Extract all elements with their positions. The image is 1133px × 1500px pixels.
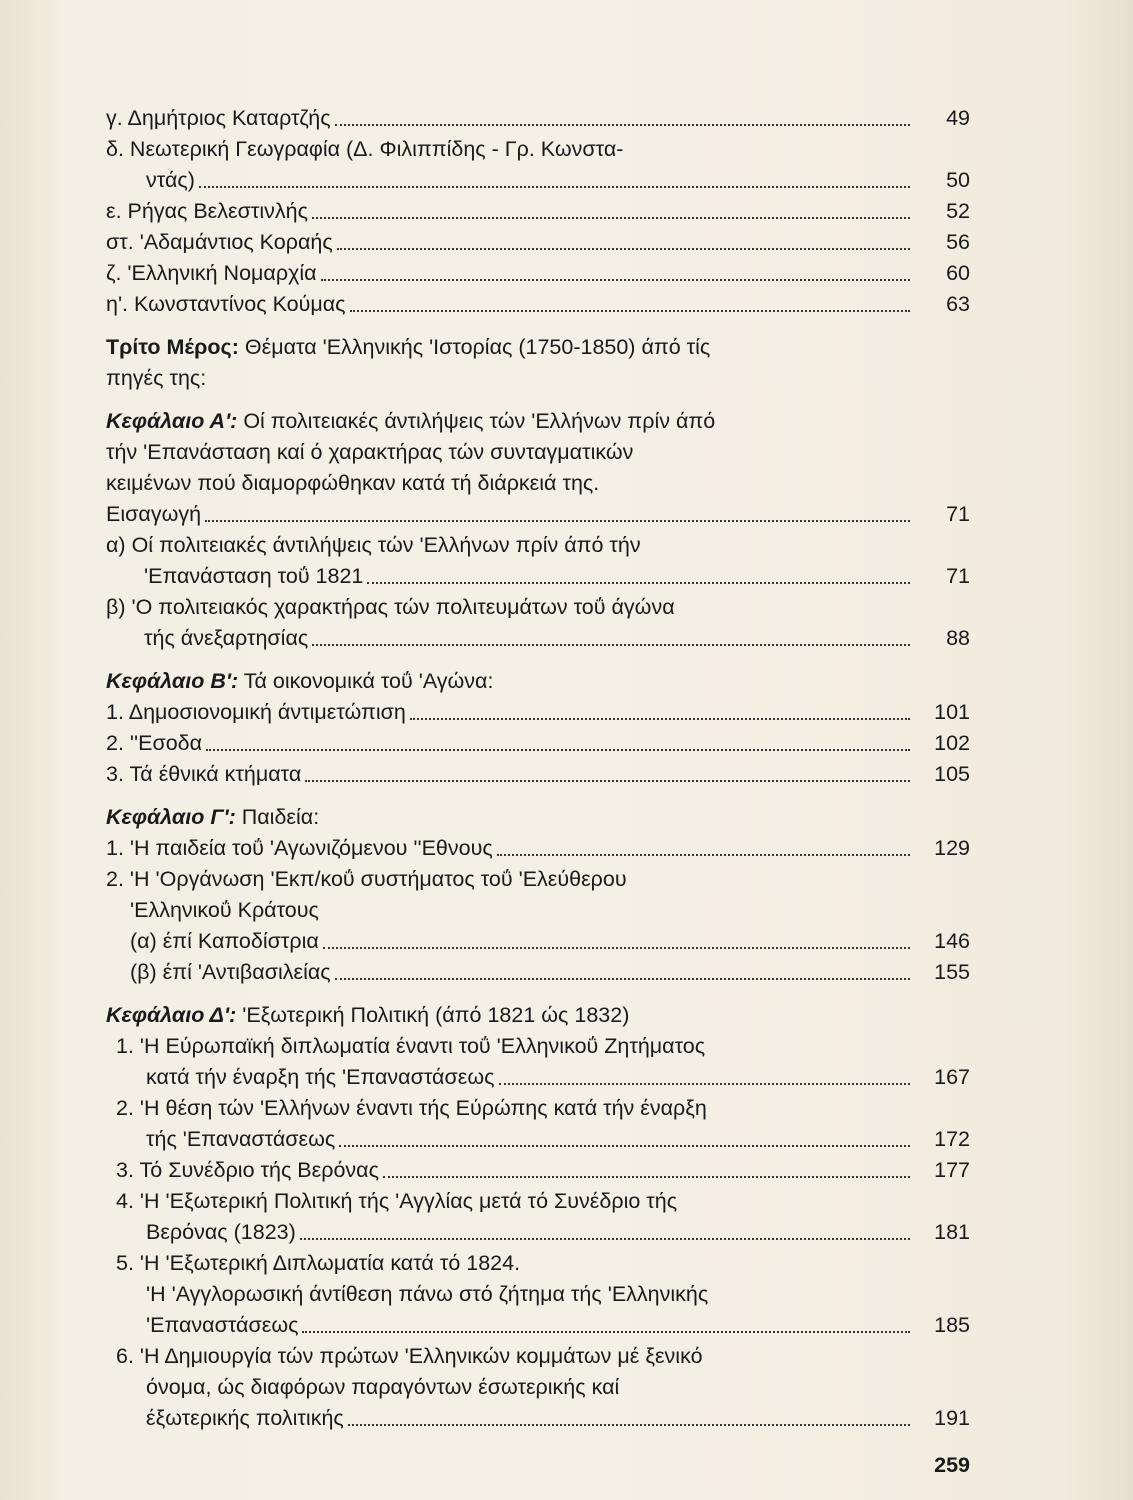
part-title: Τρίτο Μέρος: (106, 335, 239, 359)
chapter-heading (106, 1000, 976, 1031)
toc-entry (106, 957, 976, 988)
chapter-title: Κεφάλαιο Δ': (106, 1003, 237, 1027)
page-number: 185 (934, 1313, 970, 1337)
toc-entry (106, 103, 976, 134)
chapter-title: Κεφάλαιο Α': (106, 409, 238, 433)
toc-entry (106, 1217, 976, 1248)
toc-entry (106, 289, 976, 320)
dot-leader (337, 248, 910, 250)
toc-entry (106, 926, 976, 957)
page-number: 71 (946, 564, 970, 588)
dot-leader (339, 1145, 910, 1147)
page-number: 49 (946, 106, 970, 130)
dot-leader (300, 1238, 910, 1240)
entry-label: 4. 'Η 'Εξωτερική Πολιτική τής 'Αγγλίας μετά τό Συνέδριο τής (116, 1189, 678, 1213)
chapter-text: Παιδεία: (235, 805, 320, 829)
dot-leader (206, 749, 910, 751)
entry-label: Εισαγωγή (106, 502, 202, 526)
page-number: 102 (934, 731, 970, 755)
entry-label: δ. Νεωτερική Γεωγραφία (Δ. Φιλιππίδης - Γρ. Κωνστα- (106, 137, 624, 161)
dot-leader (335, 978, 910, 980)
page-number: 56 (946, 230, 970, 254)
part-heading (106, 332, 976, 363)
chapter-text: κειμένων πού διαμορφώθηκαν κατά τή διάρκειά της. (106, 471, 600, 495)
entry-label: 1. 'Η Εύρωπαϊκή διπλωματία έναντι τοΰ 'Ελληνικοΰ Ζητήματος (116, 1034, 706, 1058)
toc-entry (106, 697, 976, 728)
entry-label: (β) έπί 'Αντιβασιλείας (130, 960, 331, 984)
toc-entry (106, 759, 976, 790)
page-number: 105 (934, 762, 970, 786)
chapter-text: Τά οικονομικά τοΰ 'Αγώνα: (238, 669, 494, 693)
toc-entry (106, 561, 976, 592)
chapter-heading (106, 666, 976, 697)
toc-entry (106, 499, 976, 530)
entry-label: κατά τήν έναρξη τής 'Επαναστάσεως (146, 1065, 495, 1089)
toc-entry (106, 258, 976, 289)
toc-entry (106, 623, 976, 654)
entry-label: 2. 'Η θέση τών 'Ελλήνων έναντι τής Εύρώπης κατά τήν έναρξη (116, 1096, 707, 1120)
entry-label: 6. 'Η Δημιουργία τών πρώτων 'Ελληνικών κομμάτων μέ ξενικό (116, 1344, 703, 1368)
page-number: 71 (946, 502, 970, 526)
chapter-text: 'Εξωτερική Πολιτική (άπό 1821 ώς 1832) (236, 1003, 630, 1027)
dot-leader (367, 582, 910, 584)
entry-label: στ. 'Αδαμάντιος Κοραής (106, 230, 333, 254)
dot-leader (312, 644, 910, 646)
toc-entry (106, 196, 976, 227)
page-number: 172 (934, 1127, 970, 1151)
page-number: 191 (934, 1406, 970, 1430)
dot-leader (321, 279, 910, 281)
page-number: 88 (946, 626, 970, 650)
toc-entry (106, 1403, 976, 1434)
entry-label: τής 'Επαναστάσεως (146, 1127, 336, 1151)
entry-label: 3. Τά έθνικά κτήματα (106, 762, 302, 786)
toc-entry (106, 1155, 976, 1186)
dot-leader (497, 854, 910, 856)
entry-label: (α) έπί Καποδίστρια (130, 929, 319, 953)
dot-leader (205, 520, 910, 522)
dot-leader (323, 947, 910, 949)
page-folio: 259 (934, 1453, 970, 1477)
entry-label: β) 'Ο πολιτειακός χαρακτήρας τών πολιτευμάτων τοΰ άγώνα (106, 595, 675, 619)
dot-leader (350, 310, 910, 312)
page-number: 155 (934, 960, 970, 984)
entry-label: 3. Τό Συνέδριο τής Βερόνας (116, 1158, 379, 1182)
chapter-title: Κεφάλαιο Β': (106, 669, 239, 693)
entry-label: 'Ελληνικοΰ Κράτους (130, 898, 319, 922)
entry-label: γ. Δημήτριος Καταρτζής (106, 106, 331, 130)
page-number: 52 (946, 199, 970, 223)
entry-label: 2. ''Εσοδα (106, 731, 203, 755)
chapter-text: Οί πολιτειακές άντιλήψεις τών 'Ελλήνων πρίν άπό (237, 409, 716, 433)
page-number: 129 (934, 836, 970, 860)
toc-entry (106, 227, 976, 258)
entry-label: 'Επανάσταση τοΰ 1821 (144, 564, 364, 588)
page-number: 63 (946, 292, 970, 316)
toc-entry (106, 1062, 976, 1093)
dot-leader (335, 124, 910, 126)
page-number: 146 (934, 929, 970, 953)
toc-entry (106, 833, 976, 864)
dot-leader (410, 718, 910, 720)
page-number: 181 (934, 1220, 970, 1244)
table-of-contents (106, 103, 976, 1434)
entry-label: ζ. 'Ελληνική Νομαρχία (106, 261, 317, 285)
chapter-heading (106, 406, 976, 437)
entry-label: α) Οί πολιτειακές άντιλήψεις τών 'Ελλήνων πρίν άπό τήν (106, 533, 641, 557)
dot-leader (383, 1176, 910, 1178)
entry-label: 1. Δημοσιονομική άντιμετώπιση (106, 700, 406, 724)
page-number: 101 (934, 700, 970, 724)
toc-entry (106, 165, 976, 196)
entry-label: τής άνεξαρτησίας (144, 626, 309, 650)
part-text: πηγές της: (106, 366, 207, 390)
entry-label: Βερόνας (1823) (146, 1220, 296, 1244)
toc-entry (106, 1124, 976, 1155)
entry-label: η'. Κωνσταντίνος Κούμας (106, 292, 346, 316)
part-text: Θέματα 'Ελληνικής 'Ιστορίας (1750-1850) άπό τίς (238, 335, 711, 359)
dot-leader (312, 217, 910, 219)
entry-label: 5. 'Η 'Εξωτερική Διπλωματία κατά τό 1824. (116, 1251, 521, 1275)
page-number: 167 (934, 1065, 970, 1089)
entry-label: 1. 'Η παιδεία τοΰ 'Αγωνιζόμενου ''Εθνους (106, 836, 493, 860)
toc-entry (106, 1310, 976, 1341)
entry-label: έξωτερικής πολιτικής (146, 1406, 344, 1430)
entry-label: ε. Ρήγας Βελεστινλής (106, 199, 308, 223)
page-number: 60 (946, 261, 970, 285)
dot-leader (348, 1424, 910, 1426)
toc-entry (106, 728, 976, 759)
entry-label: 2. 'Η 'Οργάνωση 'Εκπ/κοΰ συστήματος τοΰ 'Ελεύθερου (106, 867, 627, 891)
entry-label: 'Η 'Αγγλορωσική άντίθεση πάνω στό ζήτημα τής 'Ελληνικής (146, 1282, 709, 1306)
entry-label: όνομα, ώς διαφόρων παραγόντων έσωτερικής καί (146, 1375, 620, 1399)
dot-leader (305, 780, 910, 782)
chapter-heading (106, 802, 976, 833)
entry-label: ντάς) (146, 168, 195, 192)
chapter-title: Κεφάλαιο Γ': (106, 805, 236, 829)
page-number: 50 (946, 168, 970, 192)
dot-leader (302, 1331, 910, 1333)
dot-leader (199, 186, 910, 188)
chapter-text: τήν 'Επανάσταση καί ό χαρακτήρας τών συνταγματικών (106, 440, 634, 464)
page-number: 177 (934, 1158, 970, 1182)
dot-leader (499, 1083, 911, 1085)
entry-label: 'Επαναστάσεως (146, 1313, 299, 1337)
